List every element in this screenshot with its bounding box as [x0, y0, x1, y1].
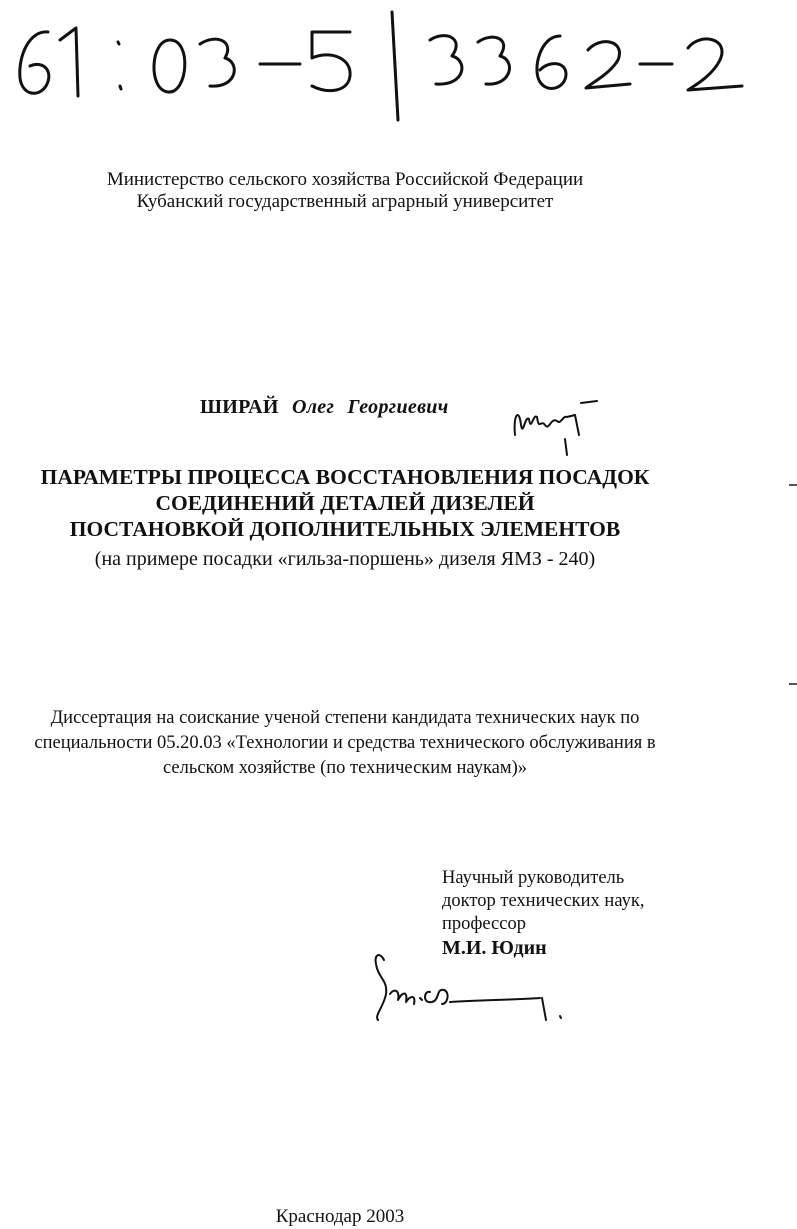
- author-signature: [505, 395, 605, 465]
- city-year: Краснодар 2003: [275, 1206, 405, 1227]
- scan-artifact: [789, 484, 797, 486]
- supervisor-role: Научный руководитель: [442, 868, 625, 888]
- author-surname: ШИРАЙ: [200, 396, 279, 418]
- title-subtitle: (на примере посадки «гильза-поршень» дизеля ЯМЗ - 240): [94, 548, 596, 570]
- dissertation-line-1: Диссертация на соискание ученой степени кандидата технических наук по: [50, 708, 640, 728]
- supervisor-title: профессор: [442, 914, 526, 934]
- author-given-name: Олег: [292, 396, 335, 418]
- supervisor-degree: доктор технических наук,: [442, 891, 645, 911]
- ministry-name: Министерство сельского хозяйства Российской Федерации: [106, 169, 584, 190]
- scan-artifact: [789, 683, 797, 685]
- dissertation-line-2: специальности 05.20.03 «Технологии и средства технического обслуживания в: [34, 733, 656, 753]
- author-patronymic: Георгиевич: [347, 396, 449, 418]
- supervisor-signature: [360, 950, 580, 1030]
- supervisor-name: М.И. Юдин: [442, 937, 547, 959]
- title-line-1: ПАРАМЕТРЫ ПРОЦЕССА ВОССТАНОВЛЕНИЯ ПОСАДОК: [40, 465, 650, 489]
- title-line-3: ПОСТАНОВКОЙ ДОПОЛНИТЕЛЬНЫХ ЭЛЕМЕНТОВ: [69, 517, 621, 541]
- dissertation-line-3: сельском хозяйстве (по техническим наукам)»: [163, 758, 527, 778]
- handwritten-inventory-number: [0, 0, 797, 130]
- university-name: Кубанский государственный аграрный университет: [136, 191, 554, 212]
- author-name: [200, 396, 449, 419]
- title-line-2: СОЕДИНЕНИЙ ДЕТАЛЕЙ ДИЗЕЛЕЙ: [155, 491, 535, 515]
